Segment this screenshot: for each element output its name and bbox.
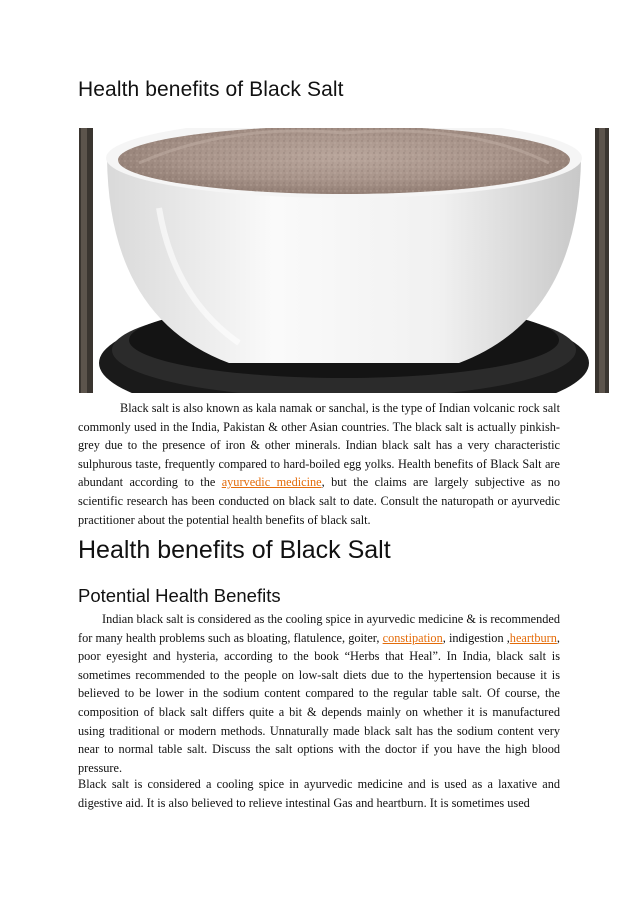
section-heading: Health benefits of Black Salt xyxy=(78,536,391,564)
benefits-text-1: Indian black salt is considered as the cooling spice in ayurvedic medicine & is recommended for many health problems such as bloating, flatulence, goiter, xyxy=(78,612,560,645)
ayurvedic-medicine-link[interactable]: ayurvedic medicine xyxy=(221,475,322,490)
constipation-link[interactable]: constipation xyxy=(382,630,443,645)
black-salt-bowl-image xyxy=(79,128,609,393)
intro-paragraph xyxy=(78,399,560,529)
benefits-text-2: , indigestion , xyxy=(442,630,510,645)
potential-benefits-subheading: Potential Health Benefits xyxy=(78,585,281,606)
heartburn-link[interactable]: heartburn xyxy=(509,630,557,645)
cooling-spice-paragraph: Black salt is considered a cooling spice in ayurvedic medicine and is used as a laxative and digestive aid. It is also believed to relieve intestinal Gas and heartburn. It is sometimes used xyxy=(78,777,560,810)
intro-text-end: , but the claims are largely subjective as no scientific research has been conducted on black salt to date. Consult the naturopath or ayurvedic practitioner about the potential health benefits of black salt. xyxy=(78,475,560,527)
benefits-text-3: , poor eyesight and hysteria, according to the book “Herbs that Heal”. In India, black salt is sometimes recommended to the people on low-salt diets due to the hypertension because it is believed to be lower in the sodium content compared to the regular table salt. Of course, the composition of black salt differs quite a bit & depends mainly on whether it is manufactured using traditional or modern methods. Unnaturally made black salt has the sodium content very near to normal table salt. Discuss the salt options with the doctor if you have the high blood pressure. xyxy=(78,630,560,775)
intro-text-start: Black salt is also known as kala namak or sanchal, is the type of Indian volcanic rock salt commonly used in the India, Pakistan & other Asian countries. The black salt is actually pinkish-grey due to the presence of iron & other minerals. Indian black salt has a very characteristic sulphurous taste, frequently compared to hard-boiled egg yolks. Health benefits of Black Salt are abundant according to the xyxy=(78,401,560,490)
benefits-paragraph xyxy=(78,610,560,777)
document-title: Health benefits of Black Salt xyxy=(78,78,344,101)
